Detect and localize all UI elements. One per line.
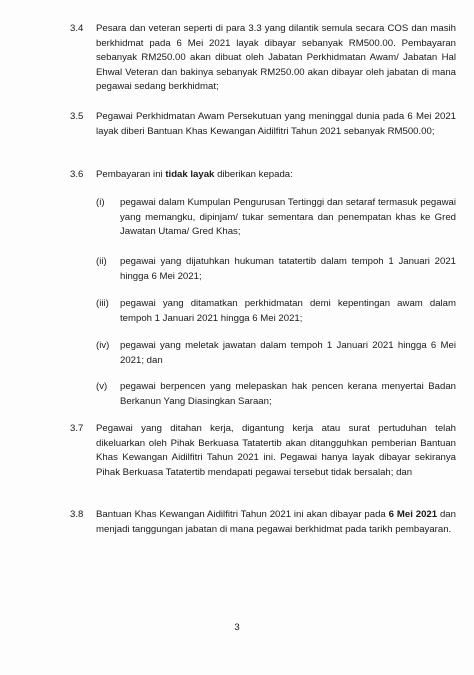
paragraph-text	[96, 168, 456, 183]
item-text: pegawai yang meletak jawatan dalam tempoh 1 Januari 2021 hingga 6 Mei 2021; dan	[120, 340, 456, 366]
paragraph-number: 3.4	[70, 23, 84, 34]
paragraph-text: Pegawai yang ditahan kerja, digantung kerja atau surat pertuduhan telah dikeluarkan oleh Pihak Berkuasa Tatatertib akan ditangguhkan pemberian Bantuan Khas Kewangan Aidilfitri Tahun 2021 ini. Pegawai hanya layak dibayar sekiranya Pihak Berkuasa Tatatertib mendapati pegawai tersebut tidak bersalah; dan	[96, 423, 456, 478]
paragraph-text: Pegawai Perkhidmatan Awam Persekutuan yang meninggal dunia pada 6 Mei 2021 layak diberi Bantuan Khas Kewangan Aidilfitri Tahun 2021 sebanyak RM500.00;	[96, 111, 456, 137]
paragraph-number: 3.6	[70, 169, 84, 180]
text-segment: dan menjadi tanggungan jabatan di mana pegawai berkhidmat pada tarikh pembayaran.	[96, 509, 456, 535]
text-segment: Bantuan Khas Kewangan Aidilfitri Tahun 2021 ini akan dibayar pada	[96, 509, 389, 520]
item-text: pegawai dalam Kumpulan Pengurusan Tertinggi dan setaraf termasuk pegawai yang memangku, dipinjam/ tukar sementara dan penempatan khas ke Gred Jawatan Utama/ Gred Khas;	[120, 197, 456, 238]
item-number: (v)	[96, 381, 108, 392]
item-number: (iii)	[96, 298, 109, 309]
item-number: (ii)	[96, 256, 107, 267]
item-number: (iv)	[96, 340, 110, 351]
item-text: pegawai berpencen yang melepaskan hak pencen kerana menyertai Badan Berkanun Yang Diasingkan Saraan;	[120, 381, 456, 407]
paragraph-number: 3.7	[70, 423, 84, 434]
bold-text: tidak layak	[165, 169, 215, 180]
paragraph-number: 3.8	[70, 509, 84, 520]
paragraph-text: Pesara dan veteran seperti di para 3.3 yang dilantik semula secara COS dan masih berkhidmat pada 6 Mei 2021 layak dibayar sebanyak RM500.00. Pembayaran sebanyak RM250.00 akan dibuat oleh Jabatan Perkhidmatan Awam/ Jabatan Hal Ehwal Veteran dan bakinya sebanyak RM250.00 akan dibayar oleh jabatan di mana pegawai sedang berkhidmat;	[96, 23, 456, 93]
text-segment: Pembayaran ini	[96, 169, 166, 180]
paragraph-text	[96, 508, 456, 537]
paragraph-number: 3.5	[70, 111, 84, 122]
item-text: pegawai yang dijatuhkan hukuman tatatertib dalam tempoh 1 Januari 2021 hingga 6 Mei 2021;	[120, 256, 456, 282]
item-text: pegawai yang ditamatkan perkhidmatan demi kepentingan awam dalam tempoh 1 Januari 2021 hingga 6 Mei 2021;	[120, 298, 456, 324]
text-segment: diberikan kepada:	[214, 169, 293, 180]
item-number: (i)	[96, 197, 105, 208]
page-number: 3	[234, 622, 240, 633]
bold-text: 6 Mei 2021	[388, 509, 438, 520]
